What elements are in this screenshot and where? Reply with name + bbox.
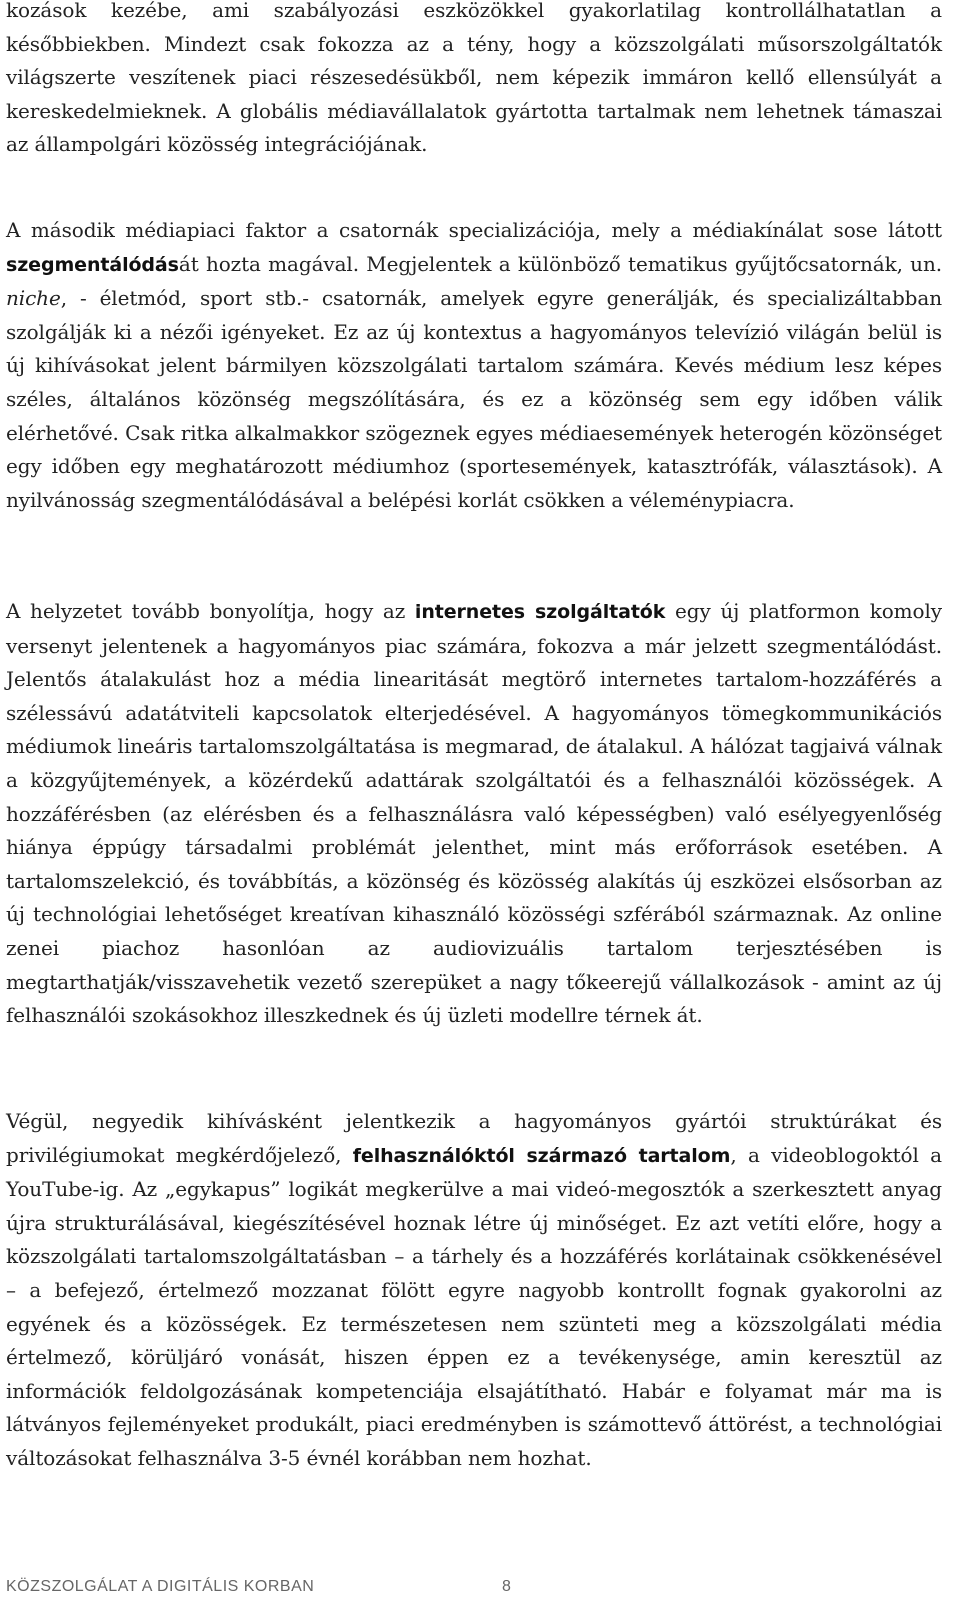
text-run: A második médiapiaci faktor a csatornák specializációja, mely a médiakínálat sose látott — [6, 218, 942, 242]
text-run: , a videoblogoktól a YouTube-ig. Az „egykapus” logikát megkerülve a mai videó-megosztók a szerkesztett anyag újra strukturálásával, kiegészítésével hoznak létre új minőséget. Ez azt vetíti előre, hogy a közszolgálati tartalomszolgáltatásban – a tárhely és a hozzáférés korlátainak csökkenésével – a befejező, értelmező mozzanat fölött egyre nagyobb kontrollt fognak gyakorolni az egyének és a közösségek. Ez természetesen nem szünteti meg a közszolgálati média értelmező, körüljáró vonását, hiszen éppen ez a tevékenysége, amin keresztül az információk feldolgozásának kompetenciája elsajátítható. Habár e folyamat már ma is látványos fejleményeket produkált, piaci eredményben is számottevő áttörést, a technológiai változásokat felhasználva 3-5 évnél korábban nem hozhat. — [6, 1142, 942, 1470]
italic-term: niche — [6, 286, 61, 311]
paragraph-2 — [6, 214, 942, 517]
bold-term: internetes szolgáltatók — [414, 601, 666, 623]
text-run: A helyzetet tovább bonyolítja, hogy az — [6, 599, 415, 623]
footer-page-number: 8 — [502, 1578, 512, 1595]
text-run: , - életmód, sport stb.- csatornák, amelyek egyre generálják, és specializáltabban szolgálják ki a nézői igényeket. Ez az új kontextus a hagyományos televízió világán belül is új kihívásokat jelent bármilyen közszolgálati tartalom számára. Kevés médium lesz képes széles, általános közönség megszólítására, és ez a közönség sem egy időben válik elérhetővé. Csak ritka alkalmakkor szögeznek egyes médiaesemények heterogén közönséget egy időben egy meghatározott médiumhoz (sportesemények, katasztrófák, választások). A nyilvánosság szegmentálódásával a belépési korlát csökken a véleménypiacra. — [6, 286, 942, 512]
paragraph-1 — [6, 0, 942, 162]
footer-title: KÖZSZOLGÁLAT A DIGITÁLIS KORBAN — [6, 1578, 315, 1595]
bold-term: szegmentálódás — [6, 253, 179, 276]
text-run: Végül, negyedik kihívásként jelentkezik a hagyományos gyártói struktúrákat és privilégiumokat megkérdőjelező, — [6, 1109, 942, 1167]
text-run: át hozta magával. Megjelentek a különböző tematikus gyűjtőcsatornák, un. — [178, 251, 942, 276]
text-run: egy új platformon komoly versenyt jelentenek a hagyományos piac számára, fokozva a már jelzett szegmentálódást. Jelentős átalakulást hoz a média linearitását megtörő internetes tartalom-hozzáférés a szélessávú adatátviteli kapcsolatok elterjedésével. A hagyományos tömegkommunikációs médiumok lineáris tartalomszolgáltatása is megmarad, de átalakul. A hálózat tagjaivá válnak a közgyűjtemények, a közérdekű adattárak szolgáltatói és a felhasználói közösségek. A hozzáférésben (az elérésben és a felhasználásra való képességben) való esélyegyenlőség hiánya éppúgy társadalmi problémát jelenthet, mint más erőforrások esetében. A tartalomszelekció, és továbbítás, a közönség és közösség alakítás új eszközei elsősorban az új technológiai lehetőséget kreatívan kihasználó közösségi szférából származnak. Az online zenei piachoz hasonlóan az audiovizuális tartalom terjesztésében is megtarthatják/visszavehetik vezető szerepüket a nagy tőkeerejű vállalkozások - amint az új felhasználói szokásokhoz illeszkednek és új üzleti modellre térnek át. — [6, 599, 942, 1028]
paragraph-4 — [6, 1105, 942, 1476]
paragraph-3 — [6, 595, 942, 1033]
page-footer — [6, 1578, 942, 1602]
text-run: kozások kezébe, ami szabályozási eszközökkel gyakorlatilag kontrollálhatatlan a későbbiekben. Mindezt csak fokozza az a tény, hogy a közszolgálati műsorszolgáltatók világszerte veszítenek piaci részesedésükből, nem képezik immáron kellő ellensúlyát a kereskedelmieknek. A globális médiavállalatok gyártotta tartalmak nem lehetnek támaszai az állampolgári közösség integrációjának. — [6, 0, 942, 157]
bold-term: felhasználóktól származó tartalom — [352, 1144, 731, 1167]
